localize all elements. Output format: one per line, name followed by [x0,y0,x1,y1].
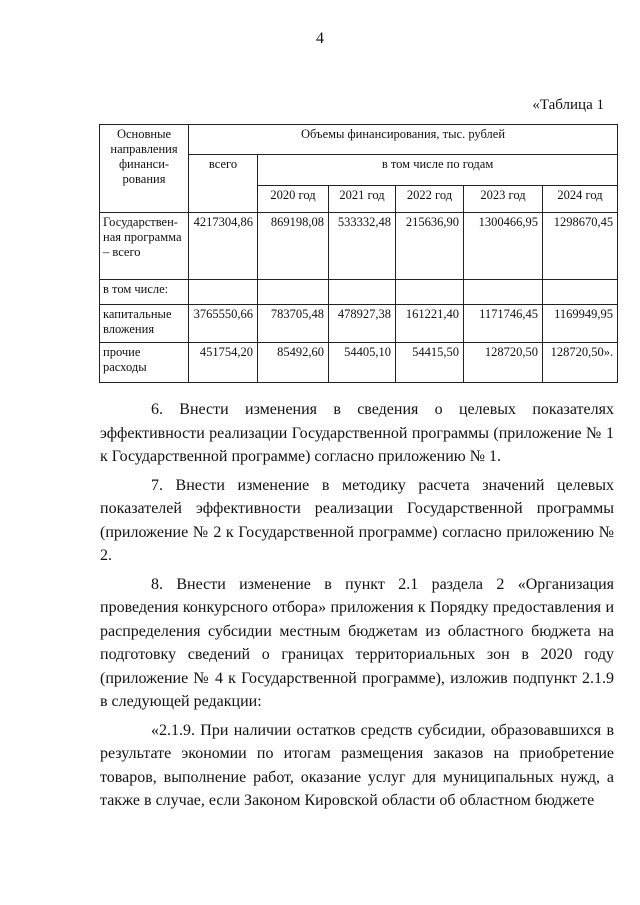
table-caption: «Таблица 1 [532,97,604,113]
cell-value: 869198,08 [258,213,329,280]
cell-empty [396,280,464,305]
header-year: 2021 год [329,186,396,213]
paragraph: 6. Внести изменения в сведения о целевых показателях эффективности реализации Государственной программы (приложение № 1 к Государственной программе) согласно приложению № 1. [100,401,614,465]
cell-value: 54405,10 [329,343,396,383]
paragraph: 8. Внести изменение в пункт 2.1 раздела 2 «Организация проведения конкурсного отбора» приложения к Порядку предоставления и распределения субсидии местным бюджетам из областного бюджета на подготовку сведений о границах территориальных зон в 2020 году (приложение № 4 к Государственной программе), изложив подпункт 2.1.9 в следующей редакции: [100,575,614,710]
cell-value: 1300466,95 [464,213,543,280]
cell-empty [543,280,618,305]
cell-empty [189,280,258,305]
financing-table [99,124,618,383]
cell-value: 1171746,45 [464,305,543,343]
table-row [100,305,618,343]
page-number: 4 [316,30,324,47]
cell-value: 128720,50». [543,343,618,383]
table-row [100,213,618,280]
header-volumes: Объемы финансирования, тыс. рублей [189,125,618,155]
cell-total: 451754,20 [189,343,258,383]
cell-value: 128720,50 [464,343,543,383]
cell-value: 161221,40 [396,305,464,343]
table-row [100,280,618,305]
row-label: капитальные вложения [100,305,189,343]
cell-value: 1169949,95 [543,305,618,343]
row-label: Государствен-ная программа – всего [100,213,189,280]
cell-value: 478927,38 [329,305,396,343]
cell-value: 215636,90 [396,213,464,280]
header-year: 2024 год [543,186,618,213]
cell-total: 3765550,66 [189,305,258,343]
row-label: прочие расходы [100,343,189,383]
document-body [100,398,614,813]
table-row [100,343,618,383]
cell-value: 533332,48 [329,213,396,280]
cell-empty [464,280,543,305]
cell-total: 4217304,86 [189,213,258,280]
header-year: 2023 год [464,186,543,213]
header-directions: Основные направления финанси-рования [100,125,189,213]
paragraph: 7. Внести изменение в методику расчета значений целевых показателей эффективности реализации Государственной программы (приложение № 2 к Государственной программе) согласно приложению № 2. [100,476,614,564]
header-year: 2022 год [396,186,464,213]
cell-value: 783705,48 [258,305,329,343]
row-label: в том числе: [100,280,189,305]
cell-value: 54415,50 [396,343,464,383]
cell-empty [329,280,396,305]
cell-value: 1298670,45 [543,213,618,280]
header-by-years: в том числе по годам [258,155,618,186]
header-year: 2020 год [258,186,329,213]
cell-empty [258,280,329,305]
table-header-row [100,125,618,155]
header-total: всего [189,155,258,213]
cell-value: 85492,60 [258,343,329,383]
paragraph: «2.1.9. При наличии остатков средств субсидии, образовавшихся в результате экономии по итогам размещения заказов на приобретение товаров, выполнение работ, оказание услуг для муниципальных нужд, а также в случае, если Законом Кировской области об областном бюджете [100,721,614,809]
